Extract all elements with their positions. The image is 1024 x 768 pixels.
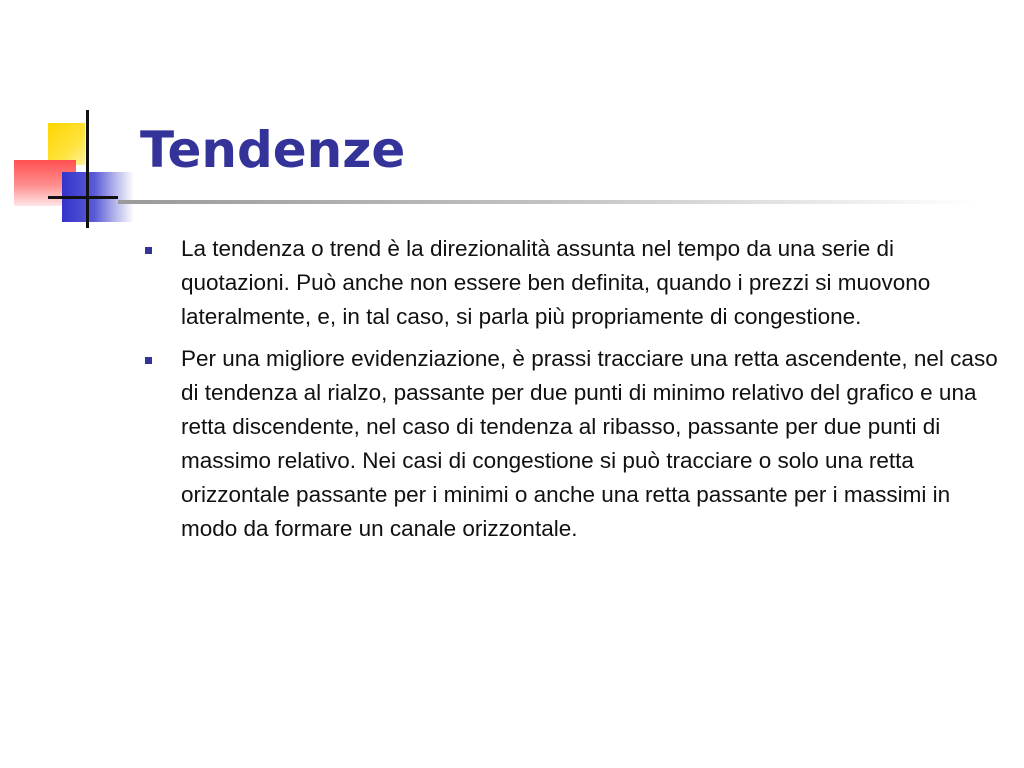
bullet-list bbox=[144, 232, 1004, 554]
logo-yellow-square bbox=[48, 123, 85, 165]
slide-title: Tendenze bbox=[140, 121, 406, 179]
square-bullet-icon bbox=[145, 357, 152, 364]
bullet-text: La tendenza o trend è la direzionalità assunta nel tempo da una serie di quotazioni. Può anche non essere ben definita, quando i prezzi si muovono lateralmente, e, in tal caso, si parla più propriamente di congestione. bbox=[181, 236, 931, 329]
logo-horizontal-line bbox=[48, 196, 118, 199]
bullet-item bbox=[144, 232, 1004, 334]
square-bullet-icon bbox=[145, 247, 152, 254]
title-underline-rule bbox=[118, 200, 978, 204]
bullet-item bbox=[144, 342, 1004, 546]
bullet-text: Per una migliore evidenziazione, è prassi tracciare una retta ascendente, nel caso di tendenza al rialzo, passante per due punti di minimo relativo del grafico e una retta discendente, nel caso di tendenza al ribasso, passante per due punti di massimo relativo. Nei casi di congestione si può tracciare o solo una retta orizzontale passante per i minimi o anche una retta passante per i massimi in modo da formare un canale orizzontale. bbox=[181, 346, 998, 541]
slide-logo-decoration bbox=[0, 0, 150, 240]
logo-vertical-line bbox=[86, 110, 89, 228]
